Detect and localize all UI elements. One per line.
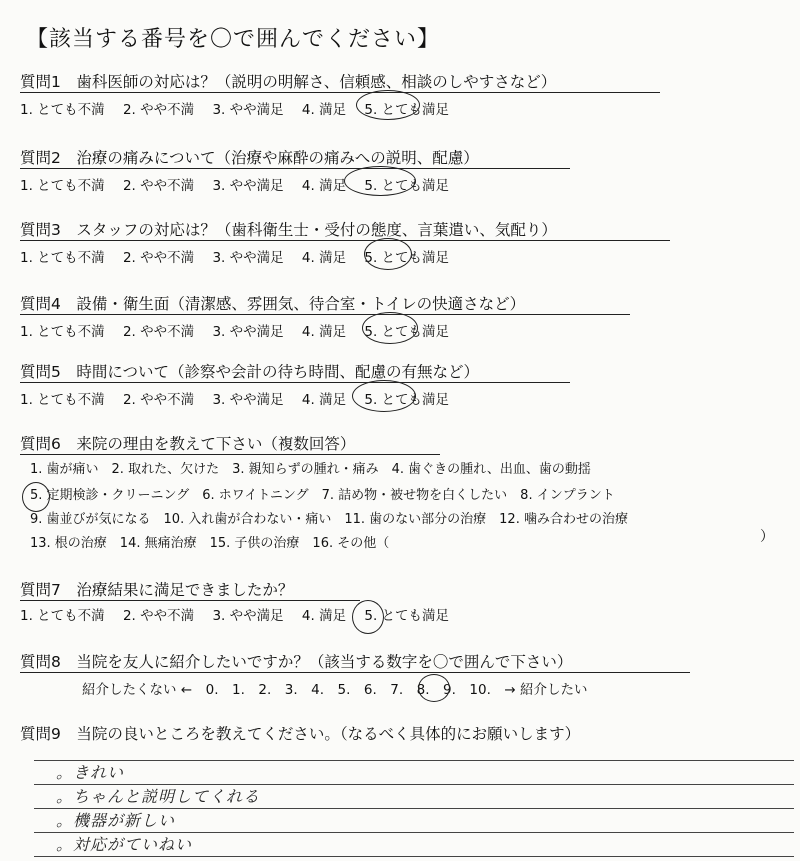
question-7-underline — [20, 600, 360, 601]
question-2-heading: 質問2 治療の痛みについて（治療や麻酔の痛みへの説明、配慮） — [20, 149, 479, 167]
answer-4: 。対応がていねい — [56, 835, 193, 854]
option-5[interactable]: 5. とても満足 — [364, 324, 450, 340]
question-5-underline — [20, 382, 570, 383]
question-1-underline — [20, 92, 660, 93]
answer-line — [34, 856, 794, 857]
option-2[interactable]: 2. やや不満 — [122, 250, 195, 266]
question-6-heading: 質問6 来院の理由を教えて下さい（複数回答） — [20, 435, 356, 453]
selection-circle — [364, 238, 412, 270]
option-1[interactable]: 1. とても不満 — [20, 392, 105, 408]
option-3[interactable]: 3. やや満足 — [212, 102, 284, 118]
option-4[interactable]: 4. 満足 — [301, 324, 347, 340]
question-7-heading: 質問7 治療結果に満足できましたか？ — [20, 581, 294, 599]
selection-circle — [344, 166, 416, 196]
answer-line — [34, 760, 794, 761]
question-6-row-3[interactable]: 9. 歯並びが気になる 10. 入れ歯が合わない・痛い 11. 歯のない部分の治療 12. 噛み合わせの治療 — [30, 512, 628, 527]
answer-3: 。機器が新しい — [56, 811, 176, 830]
question-1-heading: 質問1 歯科医師の対応は？（説明の明解さ、信頼感、相談のしやすさなど） — [20, 73, 557, 91]
option-1[interactable]: 1. とても不満 — [20, 102, 105, 118]
option-2[interactable]: 2. やや不満 — [122, 102, 195, 118]
option-1[interactable]: 1. とても不満 — [20, 250, 105, 266]
question-4-heading: 質問4 設備・衛生面（清潔感、雰囲気、待合室・トイレの快適さなど） — [20, 295, 526, 313]
option-1[interactable]: 1. とても不満 — [20, 324, 105, 340]
question-6-row-1[interactable]: 1. 歯が痛い 2. 取れた、欠けた 3. 親知らずの腫れ・痛み 4. 歯ぐきの腫れ、出血、歯の動揺 — [30, 462, 591, 477]
selection-circle — [352, 380, 416, 412]
question-7-options — [20, 604, 463, 624]
question-5-heading: 質問5 時間について（診察や会計の待ち時間、配慮の有無など） — [20, 363, 480, 381]
option-3[interactable]: 3. やや満足 — [212, 178, 284, 194]
option-2[interactable]: 2. やや不満 — [122, 392, 195, 408]
question-4-underline — [20, 314, 630, 315]
option-3[interactable]: 3. やや満足 — [212, 608, 284, 624]
page-title: 【該当する番号を〇で囲んでください】 — [26, 27, 441, 52]
option-5[interactable]: 5. とても満足 — [364, 102, 450, 118]
option-4[interactable]: 4. 満足 — [301, 250, 347, 266]
option-4[interactable]: 4. 満足 — [301, 178, 347, 194]
option-2[interactable]: 2. やや不満 — [122, 608, 195, 624]
question-3-underline — [20, 240, 670, 241]
question-8-scale[interactable]: 紹介したくない ← 0. 1. 2. 3. 4. 5. 6. 7. 8. 9. 10. → 紹介したい — [82, 682, 588, 698]
question-2-underline — [20, 168, 570, 169]
option-3[interactable]: 3. やや満足 — [212, 392, 284, 408]
question-8-underline — [20, 672, 690, 673]
option-3[interactable]: 3. やや満足 — [212, 324, 284, 340]
option-5[interactable]: 5. とても満足 — [364, 608, 450, 624]
question-6-row-4[interactable]: 13. 根の治療 14. 無痛治療 15. 子供の治療 16. その他（ — [30, 536, 390, 551]
option-3[interactable]: 3. やや満足 — [212, 250, 284, 266]
option-1[interactable]: 1. とても不満 — [20, 608, 105, 624]
selection-circle — [356, 90, 420, 120]
answer-1: 。きれい — [56, 763, 125, 782]
option-5[interactable]: 5. とても満足 — [364, 178, 450, 194]
selection-circle — [352, 600, 384, 634]
other-close-paren: ） — [760, 529, 774, 545]
question-6-underline — [20, 454, 440, 455]
option-5[interactable]: 5. とても満足 — [364, 392, 450, 408]
question-3-heading: 質問3 スタッフの対応は？（歯科衛生士・受付の態度、言葉遣い、気配り） — [20, 221, 557, 239]
selection-circle — [418, 674, 450, 702]
option-4[interactable]: 4. 満足 — [301, 608, 347, 624]
option-2[interactable]: 2. やや不満 — [122, 178, 195, 194]
option-1[interactable]: 1. とても不満 — [20, 178, 105, 194]
selection-circle — [362, 312, 418, 344]
question-8-heading: 質問8 当院を友人に紹介したいですか？（該当する数字を〇で囲んで下さい） — [20, 653, 573, 671]
option-5[interactable]: 5. とても満足 — [364, 250, 450, 266]
question-6-row-2[interactable]: 5. 定期検診・クリーニング 6. ホワイトニング 7. 詰め物・被せ物を白くしたい 8. インプラント — [30, 488, 615, 503]
option-4[interactable]: 4. 満足 — [301, 392, 347, 408]
option-4[interactable]: 4. 満足 — [301, 102, 347, 118]
answer-2: 。ちゃんと説明してくれる — [56, 787, 261, 806]
option-2[interactable]: 2. やや不満 — [122, 324, 195, 340]
selection-circle — [22, 482, 50, 512]
question-9-heading: 質問9 当院の良いところを教えてください。（なるべく具体的にお願いします） — [20, 725, 581, 743]
